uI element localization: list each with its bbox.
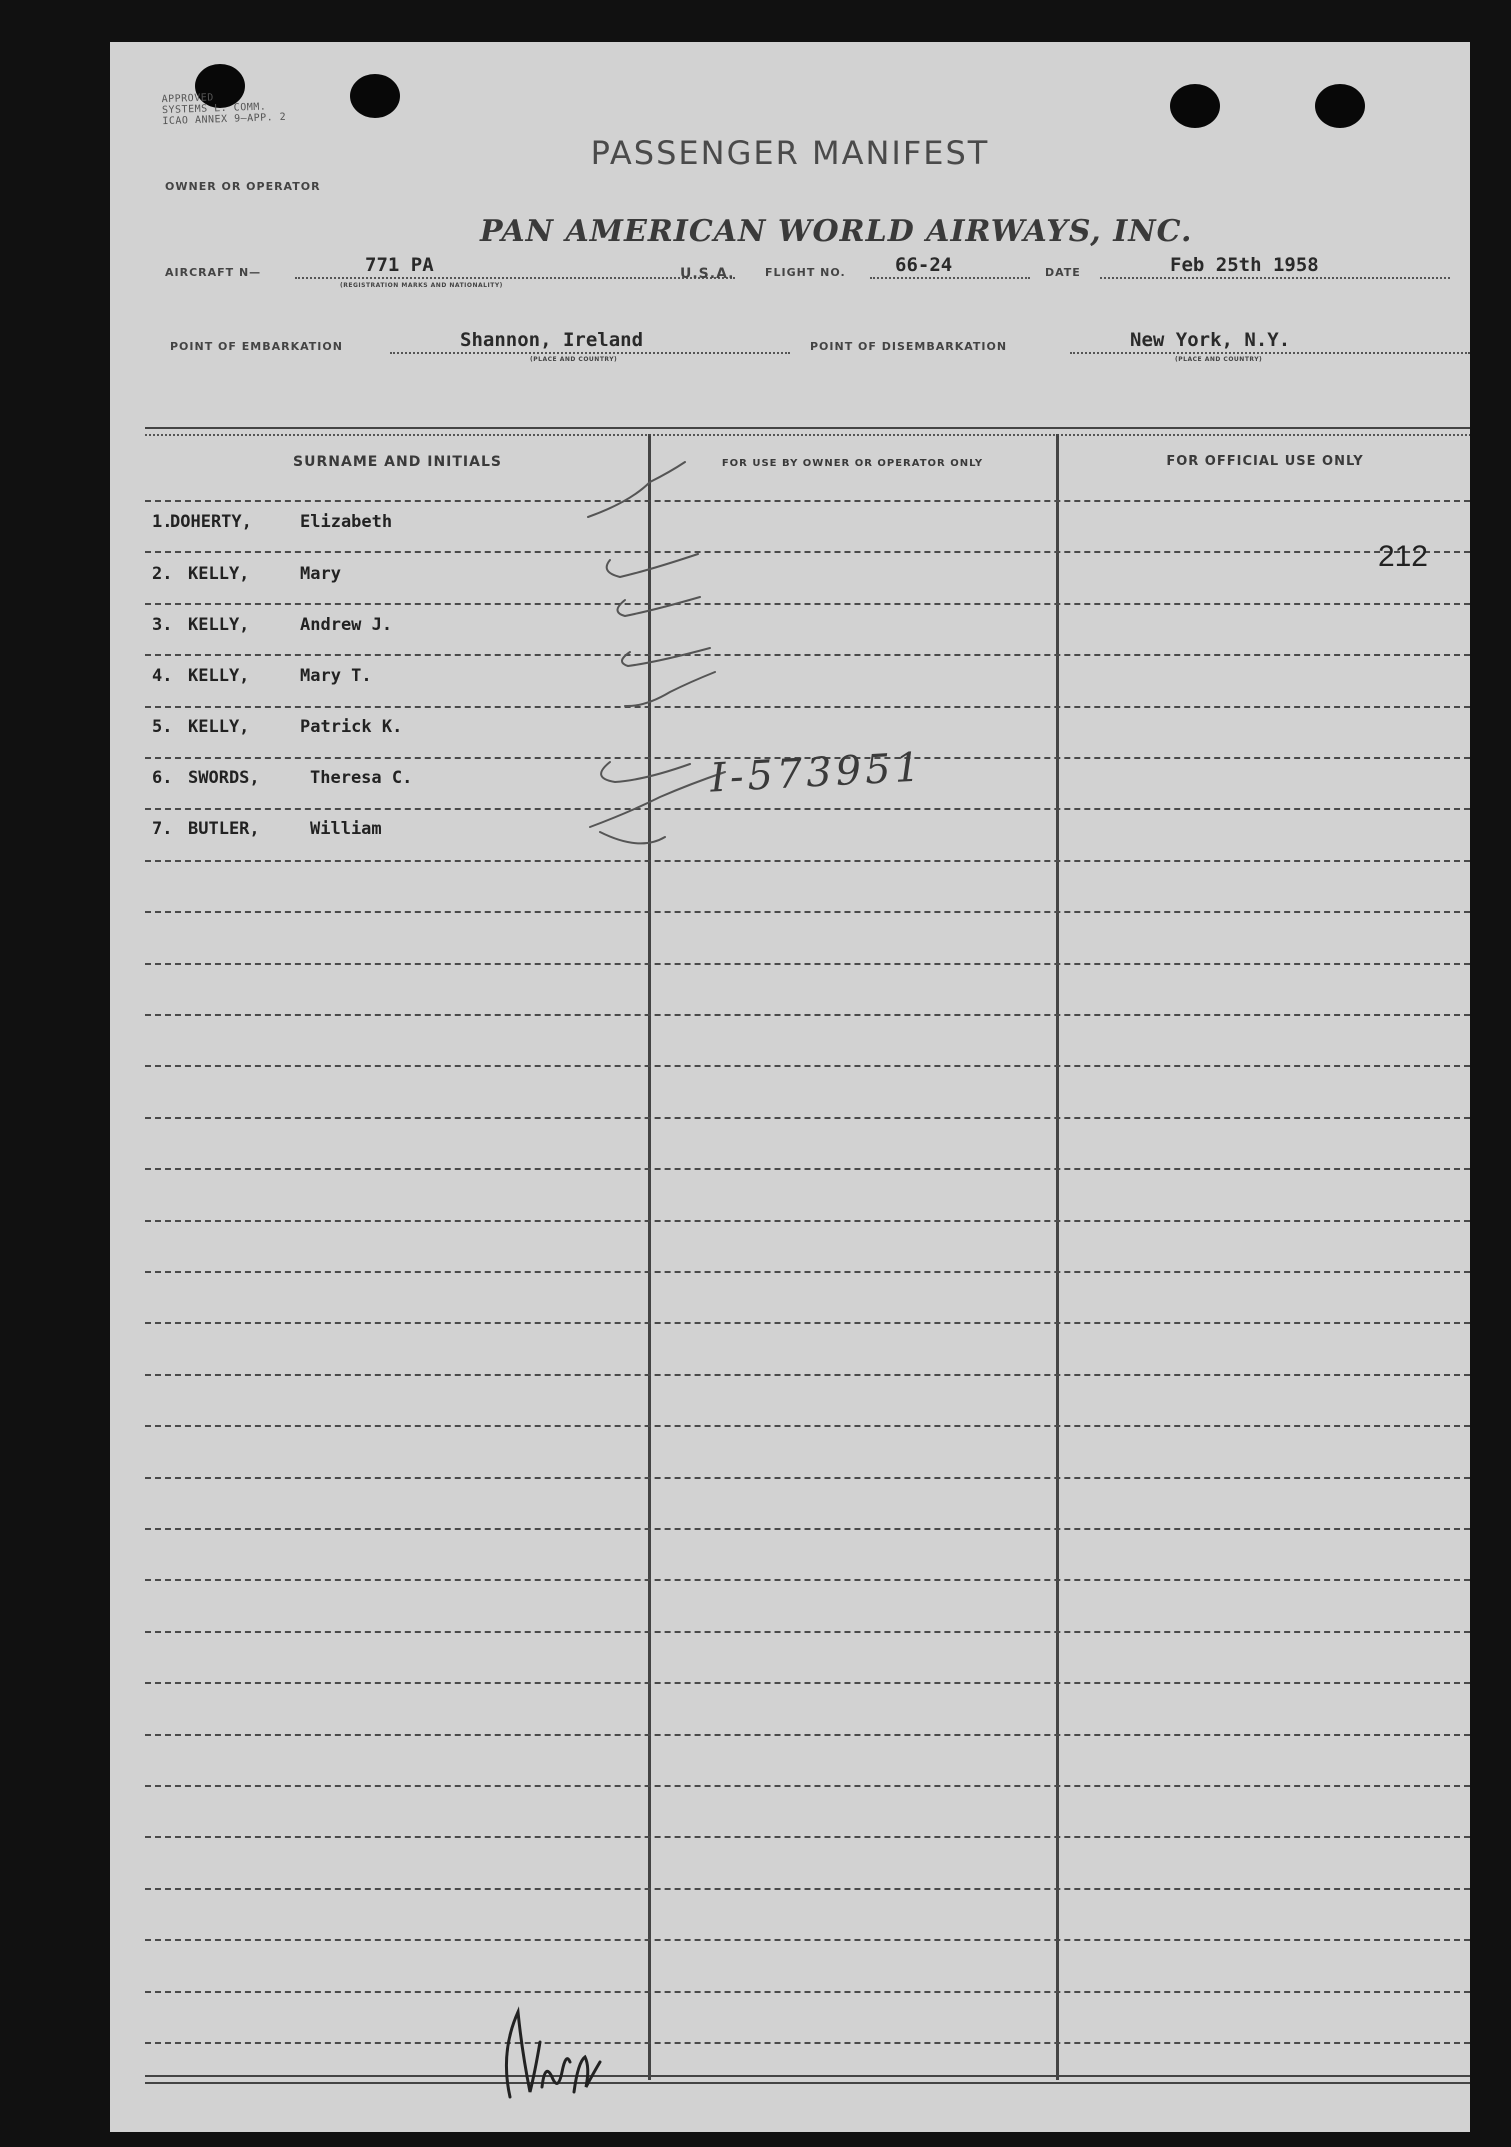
passenger-number: 5.: [152, 717, 173, 737]
passenger-given-name: Mary T.: [300, 666, 372, 686]
check-mark: [625, 672, 715, 706]
table-row-line: [145, 1168, 1470, 1170]
passenger-surname: KELLY,: [188, 666, 250, 686]
column-divider: [1056, 434, 1059, 2080]
table-bottom-rule: [145, 2075, 1470, 2084]
disembarkation-value: New York, N.Y.: [1130, 329, 1291, 351]
passenger-given-name: Mary: [300, 564, 341, 584]
table-row-line: [145, 1065, 1470, 1067]
handwritten-note: I-573951: [708, 744, 926, 802]
check-mark: [600, 832, 665, 843]
check-mark: [588, 462, 685, 517]
table-row-line: [145, 1528, 1470, 1530]
col-head-official-use: FOR OFFICIAL USE ONLY: [1166, 454, 1364, 469]
manifest-sheet: [110, 42, 1470, 2132]
table-row-line: [145, 1836, 1470, 1838]
passenger-number: 1.: [152, 512, 173, 532]
table-row-line: [145, 1991, 1470, 1993]
table-row-line: [145, 1425, 1470, 1427]
aircraft-value: 771 PA: [365, 254, 434, 276]
table-row-line: [145, 963, 1470, 965]
passenger-surname: KELLY,: [188, 717, 250, 737]
table-row-line: [145, 1631, 1470, 1633]
table-row-line: [145, 1117, 1470, 1119]
disembarkation-label: POINT OF DISEMBARKATION: [810, 340, 1008, 353]
embarkation-sublabel: (PLACE AND COUNTRY): [530, 356, 618, 363]
passenger-surname: KELLY,: [188, 615, 250, 635]
passenger-given-name: William: [310, 819, 382, 839]
table-row-line: [145, 706, 1470, 708]
table-row-line: [145, 603, 1470, 605]
passenger-given-name: Elizabeth: [300, 512, 393, 532]
table-row-line: [145, 1939, 1470, 1941]
check-mark: [590, 772, 725, 827]
table-row-line: [145, 1271, 1470, 1273]
signature: [490, 1992, 610, 2102]
table-row-line: [145, 654, 1470, 656]
table-row-line: [145, 551, 1470, 553]
table-row-line: [145, 2042, 1470, 2044]
disembarkation-sublabel: (PLACE AND COUNTRY): [1175, 356, 1263, 363]
airline-name: PAN AMERICAN WORLD AIRWAYS, INC.: [480, 214, 1193, 249]
document-title: PASSENGER MANIFEST: [590, 134, 990, 172]
country-value: U.S.A.: [680, 266, 735, 282]
col-head-owner-use: FOR USE BY OWNER OR OPERATOR ONLY: [721, 458, 984, 469]
table-row-line: [145, 808, 1470, 810]
date-value: Feb 25th 1958: [1170, 254, 1319, 276]
punch-hole: [350, 74, 400, 118]
punch-hole: [1170, 84, 1220, 128]
check-marks: [110, 42, 1470, 2132]
table-row-line: [145, 860, 1470, 862]
table-row-line: [145, 911, 1470, 913]
approval-stamp: APPROVED SYSTEMS L. COMM. ICAO ANNEX 9—APP. 2: [161, 92, 287, 128]
table-row-line: [145, 1374, 1470, 1376]
passenger-number: 7.: [152, 819, 173, 839]
official-use-note: 212: [1377, 540, 1428, 573]
passenger-number: 3.: [152, 615, 173, 635]
passenger-number: 4.: [152, 666, 173, 686]
embarkation-value: Shannon, Ireland: [460, 329, 644, 351]
col-head-surname: SURNAME AND INITIALS: [293, 454, 502, 470]
table-row-line: [145, 1734, 1470, 1736]
passenger-surname: BUTLER,: [188, 819, 260, 839]
passenger-number: 2.: [152, 564, 173, 584]
passenger-surname: KELLY,: [188, 564, 250, 584]
column-divider: [648, 434, 651, 2080]
date-label: DATE: [1045, 266, 1081, 279]
table-row-line: [145, 500, 1470, 502]
table-row-line: [145, 1014, 1470, 1016]
check-mark: [607, 554, 698, 577]
table-row-line: [145, 1322, 1470, 1324]
aircraft-sublabel: (REGISTRATION MARKS AND NATIONALITY): [340, 282, 503, 289]
passenger-given-name: Andrew J.: [300, 615, 393, 635]
owner-label: OWNER OR OPERATOR: [165, 180, 321, 193]
table-row-line: [145, 1579, 1470, 1581]
flight-label: FLIGHT NO.: [765, 266, 846, 279]
passenger-given-name: Patrick K.: [300, 717, 403, 737]
table-row-line: [145, 1477, 1470, 1479]
table-row-line: [145, 1785, 1470, 1787]
embarkation-label: POINT OF EMBARKATION: [170, 340, 343, 353]
check-mark: [601, 762, 690, 782]
table-row-line: [145, 1220, 1470, 1222]
aircraft-label: AIRCRAFT N—: [165, 266, 262, 279]
flight-value: 66-24: [895, 254, 953, 276]
check-mark: [618, 597, 701, 616]
check-mark: [622, 648, 710, 666]
punch-hole: [1315, 84, 1365, 128]
passenger-surname: SWORDS,: [188, 768, 260, 788]
table-row-line: [145, 1682, 1470, 1684]
passenger-number: 6.: [152, 768, 173, 788]
table-top-rule: [145, 427, 1470, 436]
table-row-line: [145, 1888, 1470, 1890]
passenger-given-name: Theresa C.: [310, 768, 413, 788]
passenger-surname: DOHERTY,: [170, 512, 252, 532]
